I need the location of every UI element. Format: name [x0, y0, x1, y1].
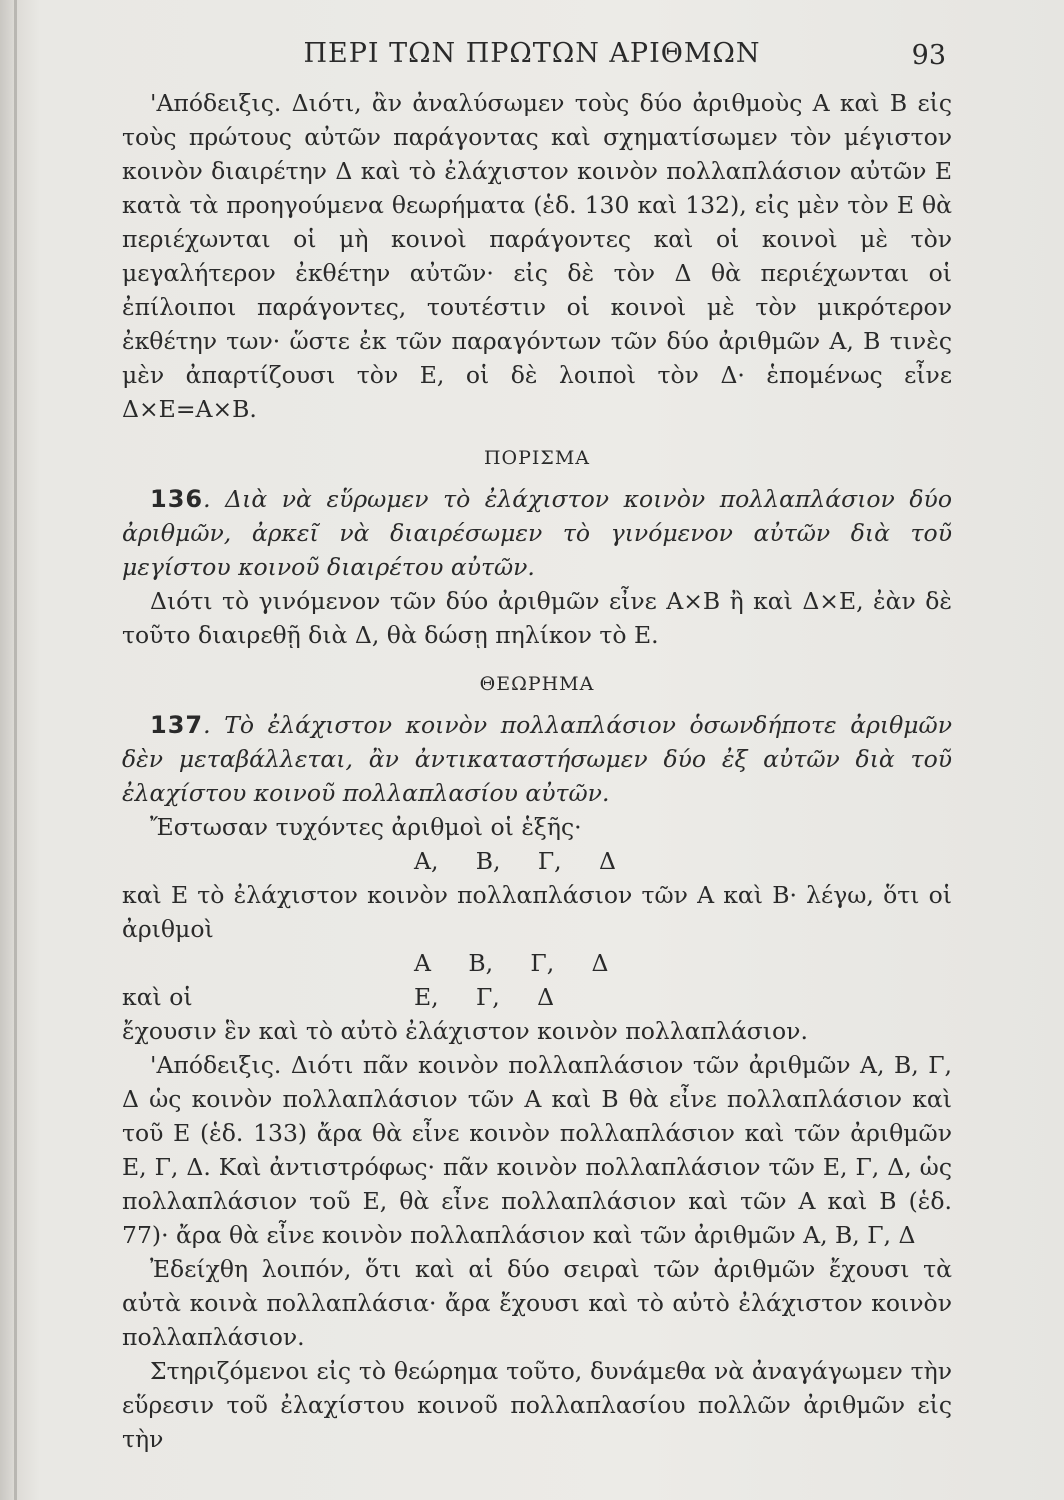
- statement-paragraph: καὶ Ε τὸ ἐλάχιστον κοινὸν πολλαπλάσιον τῶν Α καὶ Β· λέγω, ὅτι οἱ ἀριθμοὶ: [122, 881, 952, 943]
- running-header: [0, 38, 1064, 78]
- porisma-proof: Διότι τὸ γινόμενον τῶν δύο ἀριθμῶν εἶνε Α×Β ἢ καὶ Δ×Ε, ἐὰν δὲ τοῦτο διαιρεθῇ διὰ Δ, θὰ δώσῃ πηλίκον τὸ Ε.: [122, 587, 952, 649]
- binding-edge: [14, 0, 17, 1500]
- number-list-1: [122, 844, 952, 878]
- number-list-3: [122, 980, 952, 1014]
- list-3-label: καὶ οἱ: [122, 983, 193, 1011]
- theorema-text: . Τὸ ἐλάχιστον κοινὸν πολλαπλάσιον ὁσωνδήποτε ἀριθμῶν δὲν μεταβάλλεται, ἂν ἀντικαταστήσωμεν δύο ἐξ αὐτῶν διὰ τοῦ ἐλαχίστου κοινοῦ πολλαπλασίου αὐτῶν.: [122, 711, 952, 807]
- running-title: ΠΕΡΙ ΤΩΝ ΠΡΩΤΩΝ ΑΡΙΘΜΩΝ: [303, 38, 761, 69]
- page-body: [122, 86, 952, 1456]
- heading-porisma: ΠΟΡΙΣΜΑ: [483, 447, 591, 469]
- number-list-2: [122, 946, 952, 980]
- section-number-137: 137: [150, 711, 204, 739]
- list-1-items: Α, Β, Γ, Δ: [414, 847, 616, 875]
- list-2-items: Α Β, Γ, Δ: [414, 949, 609, 977]
- porisma-statement: [122, 482, 952, 584]
- proof-paragraph-1: 'Απόδειξις. Διότι, ἂν ἀναλύσωμεν τοὺς δύο ἀριθμοὺς Α καὶ Β εἰς τοὺς πρώτους αὐτῶν παράγοντας καὶ σχηματίσωμεν τὸν μέγιστον κοινὸν διαιρέτην Δ καὶ τὸ ἐλάχιστον κοινὸν πολλαπλάσιον αὐτῶν Ε κατὰ τὰ προηγούμενα θεωρήματα (ἑδ. 130 καὶ 132), εἰς μὲν τὸν Ε θὰ περιέχωνται οἱ μὴ κοινοὶ παράγοντες καὶ οἱ κοινοὶ μὲ τὸν μεγαλήτερον ἐκθέτην αὐτῶν· εἰς δὲ τὸν Δ θὰ περιέχωνται οἱ ἐπίλοιποι παράγοντες, τουτέστιν οἱ κοινοὶ μὲ τὸν μικρότερον ἐκθέτην των· ὥστε ἐκ τῶν παραγόντων τῶν δύο ἀριθμῶν Α, Β τινὲς μὲν ἀπαρτίζουσι τὸν Ε, οἱ δὲ λοιποὶ τὸν Δ· ἑπομένως εἶνε Δ×Ε=Α×Β.: [122, 89, 952, 423]
- list-3-items: Ε, Γ, Δ: [414, 983, 555, 1011]
- closing-paragraph: Στηριζόμενοι εἰς τὸ θεώρημα τοῦτο, δυνάμεθα νὰ ἀναγάγωμεν τὴν εὕρεσιν τοῦ ἐλαχίστου κοινοῦ πολλαπλασίου πολλῶν ἀριθμῶν εἰς τὴν: [122, 1357, 952, 1453]
- porisma-text: . Διὰ νὰ εὕρωμεν τὸ ἐλάχιστον κοινὸν πολλαπλάσιον δύο ἀριθμῶν, ἀρκεῖ νὰ διαιρέσωμεν τὸ γινόμενον αὐτῶν διὰ τοῦ μεγίστου κοινοῦ διαιρέτου αὐτῶν.: [122, 485, 952, 581]
- page-number: 93: [911, 40, 946, 71]
- setup-line: Ἔστωσαν τυχόντες ἀριθμοὶ οἱ ἑξῆς·: [150, 813, 582, 841]
- proof-paragraph-2: 'Απόδειξις. Διότι πᾶν κοινὸν πολλαπλάσιον τῶν ἀριθμῶν Α, Β, Γ, Δ ὡς κοινὸν πολλαπλάσιον τῶν Α καὶ Β θὰ εἶνε πολλαπλάσιον καὶ τοῦ Ε (ἑδ. 133) ἄρα θὰ εἶνε κοινὸν πολλαπλάσιον καὶ τῶν ἀριθμῶν Ε, Γ, Δ. Καὶ ἀντιστρόφως· πᾶν κοινὸν πολλαπλάσιον τῶν Ε, Γ, Δ, ὡς πολλαπλάσιον τοῦ Ε, θὰ εἶνε πολλαπλάσιον καὶ τῶν Α καὶ Β (ἑδ. 77)· ἄρα θὰ εἶνε κοινὸν πολλαπλάσιον καὶ τῶν ἀριθμῶν Α, Β, Γ, Δ: [122, 1051, 952, 1249]
- section-number-136: 136: [150, 485, 204, 513]
- theorema-statement: [122, 708, 952, 810]
- heading-theorema: ΘΕΩΡΗΜΑ: [479, 673, 595, 695]
- shown-paragraph: Ἐδείχθη λοιπόν, ὅτι καὶ αἱ δύο σειραὶ τῶν ἀριθμῶν ἔχουσι τὰ αὐτὰ κοινὰ πολλαπλάσια· ἄρα ἔχουσι καὶ τὸ αὐτὸ ἐλάχιστον κοινὸν πολλαπλάσιον.: [122, 1255, 952, 1351]
- conclusion-line: ἔχουσιν ἓν καὶ τὸ αὐτὸ ἐλάχιστον κοινὸν πολλαπλάσιον.: [122, 1017, 808, 1045]
